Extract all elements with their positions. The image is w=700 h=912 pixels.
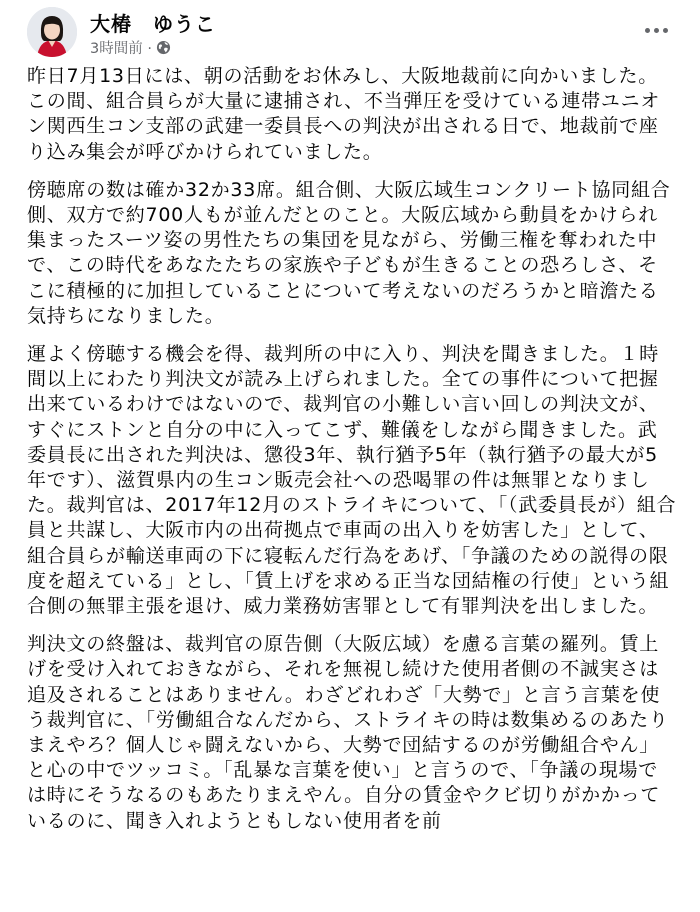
more-options-button[interactable] xyxy=(638,12,674,48)
more-dot-icon xyxy=(645,28,650,33)
post-paragraph: 運よく傍聴する機会を得、裁判所の中に入り、判決を聞きました。１時間以上にわたり判決文が読み上げられました。全ての事件について把握出来ているわけではないので、裁判官の小難しい言い回しの判決文が、すぐにストンと自分の中に入ってこず、難儀をしながら聞きました。武委員長に出された判決は、懲役3年、執行猶予5年（執行猶予の最大が5年です）、滋賀県内の生コン販売会社への恐喝罪の件は無罪となりました。裁判官は、2017年12月のストライキについて、「（武委員長が）組合員と共謀し、大阪市内の出荷拠点で車両の出入りを妨害した」として、組合員らが輸送車両の下に寝転んだ行為をあげ、「争議のための説得の限度を超えている」とし、「賃上げを求める正当な団結権の行使」という組合側の無罪主張を退け、威力業務妨害罪として有罪判決を出しました。 xyxy=(27,343,677,618)
post-paragraph: 昨日7月13日には、朝の活動をお休みし、大阪地裁前に向かいました。この間、組合員らが大量に逮捕され、不当弾圧を受けている連帯ユニオン関西生コン支部の武建一委員長への判決が出される日で、地裁前で座り込み集会が呼びかけられていました。 xyxy=(27,65,661,163)
author-name[interactable]: 大椿 ゆうこ xyxy=(90,12,216,36)
post-meta xyxy=(90,37,171,58)
post-paragraph: 判決文の終盤は、裁判官の原告側（大阪広域）を慮る言葉の羅列。賃上げを受け入れておきながら、それを無視し続けた使用者側の不誠実さは追及されることはありません。わざどれわざ「大勢で」と言う言葉を使う裁判官に、「労働組合なんだから、ストライキの時は数集めるのあたりまえやろ？個人じゃ闘えないから、大勢で団結するのが労働組合やん」と心の中でツッコミ。「乱暴な言葉を使い」と言うので、「争議の現場では時にそうなるのもあたりまえやん。自分の賃金やクビ切りがかかっているのに、聞き入れようともしない使用者を前 xyxy=(27,633,669,832)
more-dot-icon xyxy=(654,28,659,33)
post-body xyxy=(27,64,677,847)
globe-icon[interactable] xyxy=(156,40,171,55)
author-avatar[interactable] xyxy=(27,7,77,57)
post-paragraph: 傍聴席の数は確か32か33席。組合側、大阪広域生コンクリート協同組合側、双方で約700人もが並んだとのこと。大阪広域から動員をかけられ集まったスーツ姿の男性たちの集団を見ながら、労働三権を奪われた中で、この時代をあなたたちの家族や子どもが生きることの恐ろしさ、そこに積極的に加担していることについて考えないのだろうかと暗澹たる気持ちになりました。 xyxy=(27,178,671,327)
post-timestamp[interactable]: 3時間前 · xyxy=(90,41,152,57)
more-dot-icon xyxy=(663,28,668,33)
avatar-portrait xyxy=(27,7,77,57)
